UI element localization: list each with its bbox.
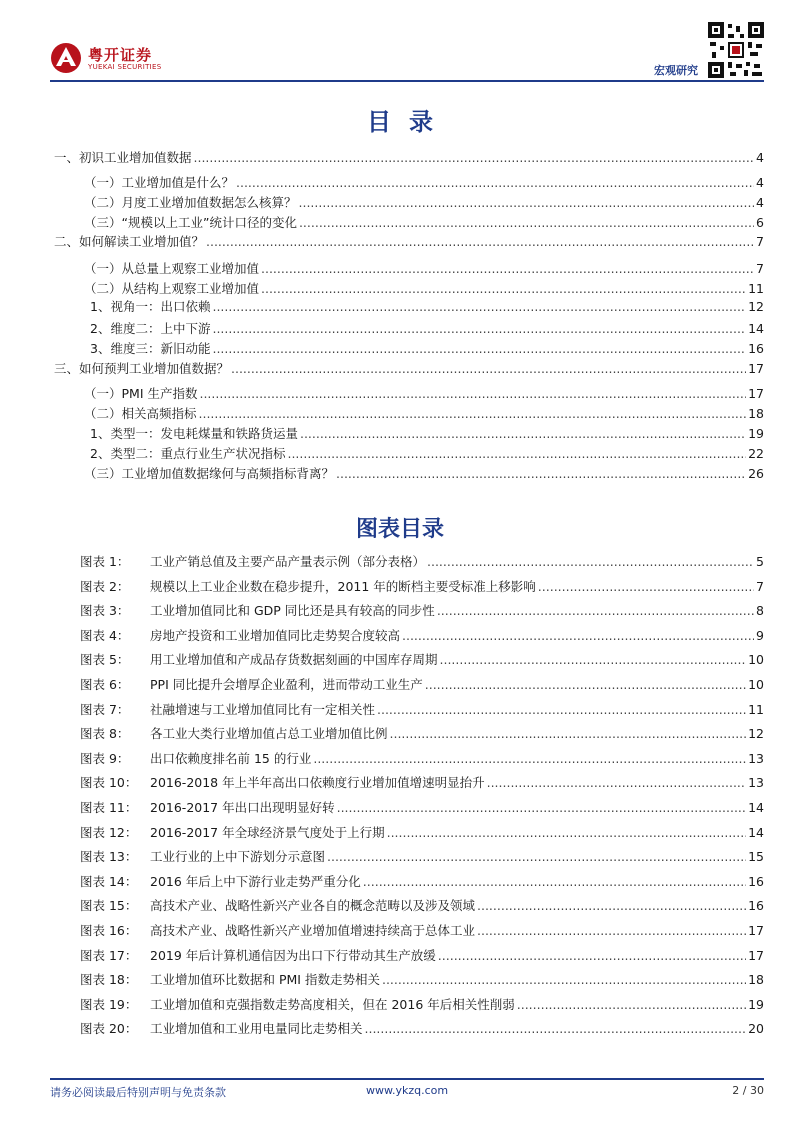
figure-entry-page: 15 <box>748 849 764 864</box>
toc-entry-label: 1、视角一：出口依赖 <box>90 299 211 314</box>
toc-entry-label: 三、如何预判工业增加值数据？ <box>54 361 230 376</box>
dot-leader <box>337 800 746 816</box>
toc-entry-page: 4 <box>756 150 764 165</box>
figure-entry[interactable] <box>80 579 764 595</box>
dot-leader <box>517 997 746 1013</box>
figure-entry-number: 图表 1： <box>80 554 130 569</box>
toc-entry-label: （一）PMI 生产指数 <box>84 386 198 401</box>
figure-entry-page: 9 <box>756 628 764 643</box>
dot-leader <box>440 652 747 668</box>
figure-entry-page: 10 <box>748 652 764 667</box>
figure-entry-page: 13 <box>748 751 764 766</box>
dot-leader <box>299 195 755 211</box>
figure-entry[interactable] <box>80 677 764 693</box>
toc-entry[interactable] <box>84 195 764 211</box>
toc-entry[interactable] <box>54 234 764 250</box>
figure-entry-label: 工业增加值同比和 GDP 同比还是具有较高的同步性 <box>150 603 435 618</box>
toc-entry[interactable] <box>90 341 764 357</box>
figure-entry-label: 2016-2017 年全球经济景气度处于上行期 <box>150 825 385 840</box>
toc-entry-label: （二）月度工业增加值数据怎么核算？ <box>84 195 297 210</box>
toc-entry-page: 4 <box>756 175 764 190</box>
toc-entry-label: （三）工业增加值数据缘何与高频指标背离？ <box>84 466 335 481</box>
dot-leader <box>199 386 746 402</box>
dot-leader <box>206 234 754 250</box>
figure-entry-page: 8 <box>756 603 764 618</box>
figure-entry-label: 工业增加值和克强指数走势高度相关，但在 2016 年后相关性削弱 <box>150 997 515 1012</box>
brand-name-cn: 粤开证券 <box>88 46 153 64</box>
dot-leader <box>427 554 754 570</box>
figure-entry-number: 图表 17： <box>80 948 138 963</box>
figure-entry[interactable] <box>80 628 764 644</box>
figure-entry-page: 20 <box>748 1021 764 1036</box>
toc-entry-page: 18 <box>748 406 764 421</box>
figure-entry-number: 图表 5： <box>80 652 130 667</box>
figure-entry-label: 各工业大类行业增加值占总工业增加值比例 <box>150 726 388 741</box>
figure-entry-label: 出口依赖度排名前 15 的行业 <box>150 751 312 766</box>
figure-entry[interactable] <box>80 775 764 791</box>
figure-entry[interactable] <box>80 800 764 816</box>
toc-entry-page: 14 <box>748 321 764 336</box>
toc-entry-label: （三）“规模以上工业”统计口径的变化 <box>84 215 297 230</box>
toc-entry-label: 2、维度二：上中下游 <box>90 321 211 336</box>
toc-entry-page: 12 <box>748 299 764 314</box>
qr-code-icon <box>708 22 764 78</box>
figure-entry[interactable] <box>80 997 764 1013</box>
figure-entry-page: 16 <box>748 898 764 913</box>
toc-entry-label: 2、类型二：重点行业生产状况指标 <box>90 446 286 461</box>
figure-entry-label: 工业行业的上中下游划分示意图 <box>150 849 326 864</box>
dot-leader <box>287 446 746 462</box>
toc-entry-page: 7 <box>756 234 764 249</box>
footer-disclaimer[interactable]: 请务必阅读最后特别声明与免责条款 <box>50 1086 226 1099</box>
figure-entry-number: 图表 8： <box>80 726 130 741</box>
toc-entry-label: 一、初识工业增加值数据 <box>54 150 192 165</box>
figure-entry-number: 图表 12： <box>80 825 138 840</box>
figure-entry-label: 用工业增加值和产成品存货数据刻画的中国库存周期 <box>150 652 438 667</box>
dot-leader <box>299 215 754 231</box>
figure-entry-number: 图表 7： <box>80 702 130 717</box>
toc-entry-page: 26 <box>748 466 764 481</box>
figure-entry-page: 10 <box>748 677 764 692</box>
report-category: 宏观研究 <box>654 64 698 77</box>
figure-entry-label: 工业增加值和工业用电量同比走势相关 <box>150 1021 363 1036</box>
toc-entry[interactable] <box>90 299 764 315</box>
figure-entry-page: 16 <box>748 874 764 889</box>
toc-entry[interactable] <box>54 361 764 377</box>
figure-entry-number: 图表 3： <box>80 603 130 618</box>
figure-entry-page: 14 <box>748 825 764 840</box>
figure-entry-page: 12 <box>748 726 764 741</box>
toc-entry[interactable] <box>90 446 764 462</box>
page-header <box>0 0 800 86</box>
dot-leader <box>199 406 747 422</box>
toc-entry-page: 4 <box>756 195 764 210</box>
figure-entry-page: 11 <box>748 702 764 717</box>
dot-leader <box>336 466 746 482</box>
figure-entry-label: 2016-2018 年上半年高出口依赖度行业增加值增速明显抬升 <box>150 775 485 790</box>
figure-entry-page: 19 <box>748 997 764 1012</box>
dot-leader <box>261 281 746 297</box>
figure-entry-label: 2016 年后上中下游行业走势严重分化 <box>150 874 361 889</box>
toc-entry-page: 16 <box>748 341 764 356</box>
dot-leader <box>212 341 746 357</box>
dot-leader <box>425 677 746 693</box>
dot-leader <box>261 261 754 277</box>
figure-entry-number: 图表 6： <box>80 677 130 692</box>
figure-entry-number: 图表 20： <box>80 1021 138 1036</box>
figure-entry-number: 图表 18： <box>80 972 138 987</box>
toc-entry-page: 11 <box>748 281 764 296</box>
footer-divider <box>50 1078 764 1080</box>
toc-entry[interactable] <box>84 406 764 422</box>
toc-entry-label: （一）从总量上观察工业增加值 <box>84 261 260 276</box>
dot-leader <box>487 775 746 791</box>
company-logo-icon <box>50 42 82 74</box>
figure-entry[interactable] <box>80 702 764 718</box>
figure-entry-label: 高技术产业、战略性新兴产业各自的概念范畴以及涉及领域 <box>150 898 476 913</box>
figure-entry-number: 图表 4： <box>80 628 130 643</box>
dot-leader <box>377 702 746 718</box>
dot-leader <box>212 299 746 315</box>
figure-entry-number: 图表 10： <box>80 775 138 790</box>
figure-entry[interactable] <box>80 751 764 767</box>
toc-entry-page: 19 <box>748 426 764 441</box>
dot-leader <box>438 948 746 964</box>
figure-entry[interactable] <box>80 825 764 841</box>
figure-entry-page: 5 <box>756 554 764 569</box>
figure-entry-label: 房地产投资和工业增加值同比走势契合度较高 <box>150 628 401 643</box>
figure-entry-number: 图表 15： <box>80 898 138 913</box>
toc-entry[interactable] <box>84 281 764 297</box>
toc-entry[interactable] <box>90 321 764 337</box>
dot-leader <box>390 726 747 742</box>
figure-entry[interactable] <box>80 1021 764 1037</box>
figure-entry-number: 图表 11： <box>80 800 138 815</box>
figure-entry-page: 14 <box>748 800 764 815</box>
dot-leader <box>402 628 754 644</box>
figure-entry[interactable] <box>80 652 764 668</box>
dot-leader <box>300 426 746 442</box>
figure-entry-label: 工业增加值环比数据和 PMI 指数走势相关 <box>150 972 380 987</box>
dot-leader <box>477 898 746 914</box>
toc-entry[interactable] <box>84 386 764 402</box>
toc-title: 目录 <box>367 108 451 136</box>
figure-entry[interactable] <box>80 603 764 619</box>
header-divider <box>50 80 764 82</box>
dot-leader <box>363 874 746 890</box>
toc-entry[interactable] <box>84 215 764 231</box>
toc-entry-label: 二、如何解读工业增加值？ <box>54 234 205 249</box>
figure-entry[interactable] <box>80 948 764 964</box>
figure-entry-label: PPI 同比提升会增厚企业盈利，进而带动工业生产 <box>150 677 423 692</box>
toc-entry-label: （一）工业增加值是什么？ <box>84 175 235 190</box>
dot-leader <box>365 1021 747 1037</box>
dot-leader <box>387 825 746 841</box>
footer-website[interactable]: www.ykzq.com <box>366 1084 449 1097</box>
figure-entry-page: 7 <box>756 579 764 594</box>
figure-entry[interactable] <box>80 898 764 914</box>
toc-entry-page: 17 <box>748 361 764 376</box>
figure-entry[interactable] <box>80 874 764 890</box>
dot-leader <box>194 150 755 166</box>
figure-entry-label: 2016-2017 年出口出现明显好转 <box>150 800 335 815</box>
figure-entry-number: 图表 14： <box>80 874 138 889</box>
dot-leader <box>437 603 754 619</box>
figure-entry-page: 17 <box>748 948 764 963</box>
figure-entry-number: 图表 2： <box>80 579 130 594</box>
toc-entry[interactable] <box>54 150 764 166</box>
figure-entry-label: 2019 年后计算机通信因为出口下行带动其生产放缓 <box>150 948 436 963</box>
brand-name-en: YUEKAI SECURITIES <box>88 63 162 71</box>
toc-entry-label: （二）从结构上观察工业增加值 <box>84 281 260 296</box>
toc-entry-label: （二）相关高频指标 <box>84 406 197 421</box>
dot-leader <box>313 751 746 767</box>
figure-entry-page: 18 <box>748 972 764 987</box>
figure-entry-label: 社融增速与工业增加值同比有一定相关性 <box>150 702 376 717</box>
dot-leader <box>231 361 746 377</box>
toc-entry-label: 1、类型一：发电耗煤量和铁路货运量 <box>90 426 298 441</box>
page-number: 2 / 30 <box>732 1084 764 1097</box>
toc-entry-label: 3、维度三：新旧动能 <box>90 341 211 356</box>
figure-entry[interactable] <box>80 726 764 742</box>
figure-entry-label: 工业产销总值及主要产品产量表示例（部分表格） <box>150 554 426 569</box>
toc-entry[interactable] <box>90 426 764 442</box>
figure-list-title: 图表目录 <box>355 517 444 542</box>
figure-entry-number: 图表 13： <box>80 849 138 864</box>
dot-leader <box>538 579 754 595</box>
dot-leader <box>477 923 746 939</box>
toc-entry[interactable] <box>84 466 764 482</box>
figure-entry[interactable] <box>80 972 764 988</box>
figure-entry-number: 图表 9： <box>80 751 130 766</box>
toc-entry-page: 17 <box>748 386 764 401</box>
dot-leader <box>327 849 746 865</box>
figure-entry-page: 17 <box>748 923 764 938</box>
toc-entry-page: 7 <box>756 261 764 276</box>
toc-entry-page: 6 <box>756 215 764 230</box>
figure-entry-label: 高技术产业、战略性新兴产业增加值增速持续高于总体工业 <box>150 923 476 938</box>
figure-entry-number: 图表 19： <box>80 997 138 1012</box>
company-logo <box>50 42 180 76</box>
figure-entry[interactable] <box>80 923 764 939</box>
figure-entry-page: 13 <box>748 775 764 790</box>
figure-entry[interactable] <box>80 849 764 865</box>
toc-entry[interactable] <box>84 175 764 191</box>
dot-leader <box>382 972 746 988</box>
figure-entry-label: 规模以上工业企业数在稳步提升，2011 年的断档主要受标准上移影响 <box>150 579 536 594</box>
figure-entry[interactable] <box>80 554 764 570</box>
toc-entry-page: 22 <box>748 446 764 461</box>
dot-leader <box>212 321 746 337</box>
dot-leader <box>236 175 754 191</box>
figure-entry-number: 图表 16： <box>80 923 138 938</box>
toc-entry[interactable] <box>84 261 764 277</box>
